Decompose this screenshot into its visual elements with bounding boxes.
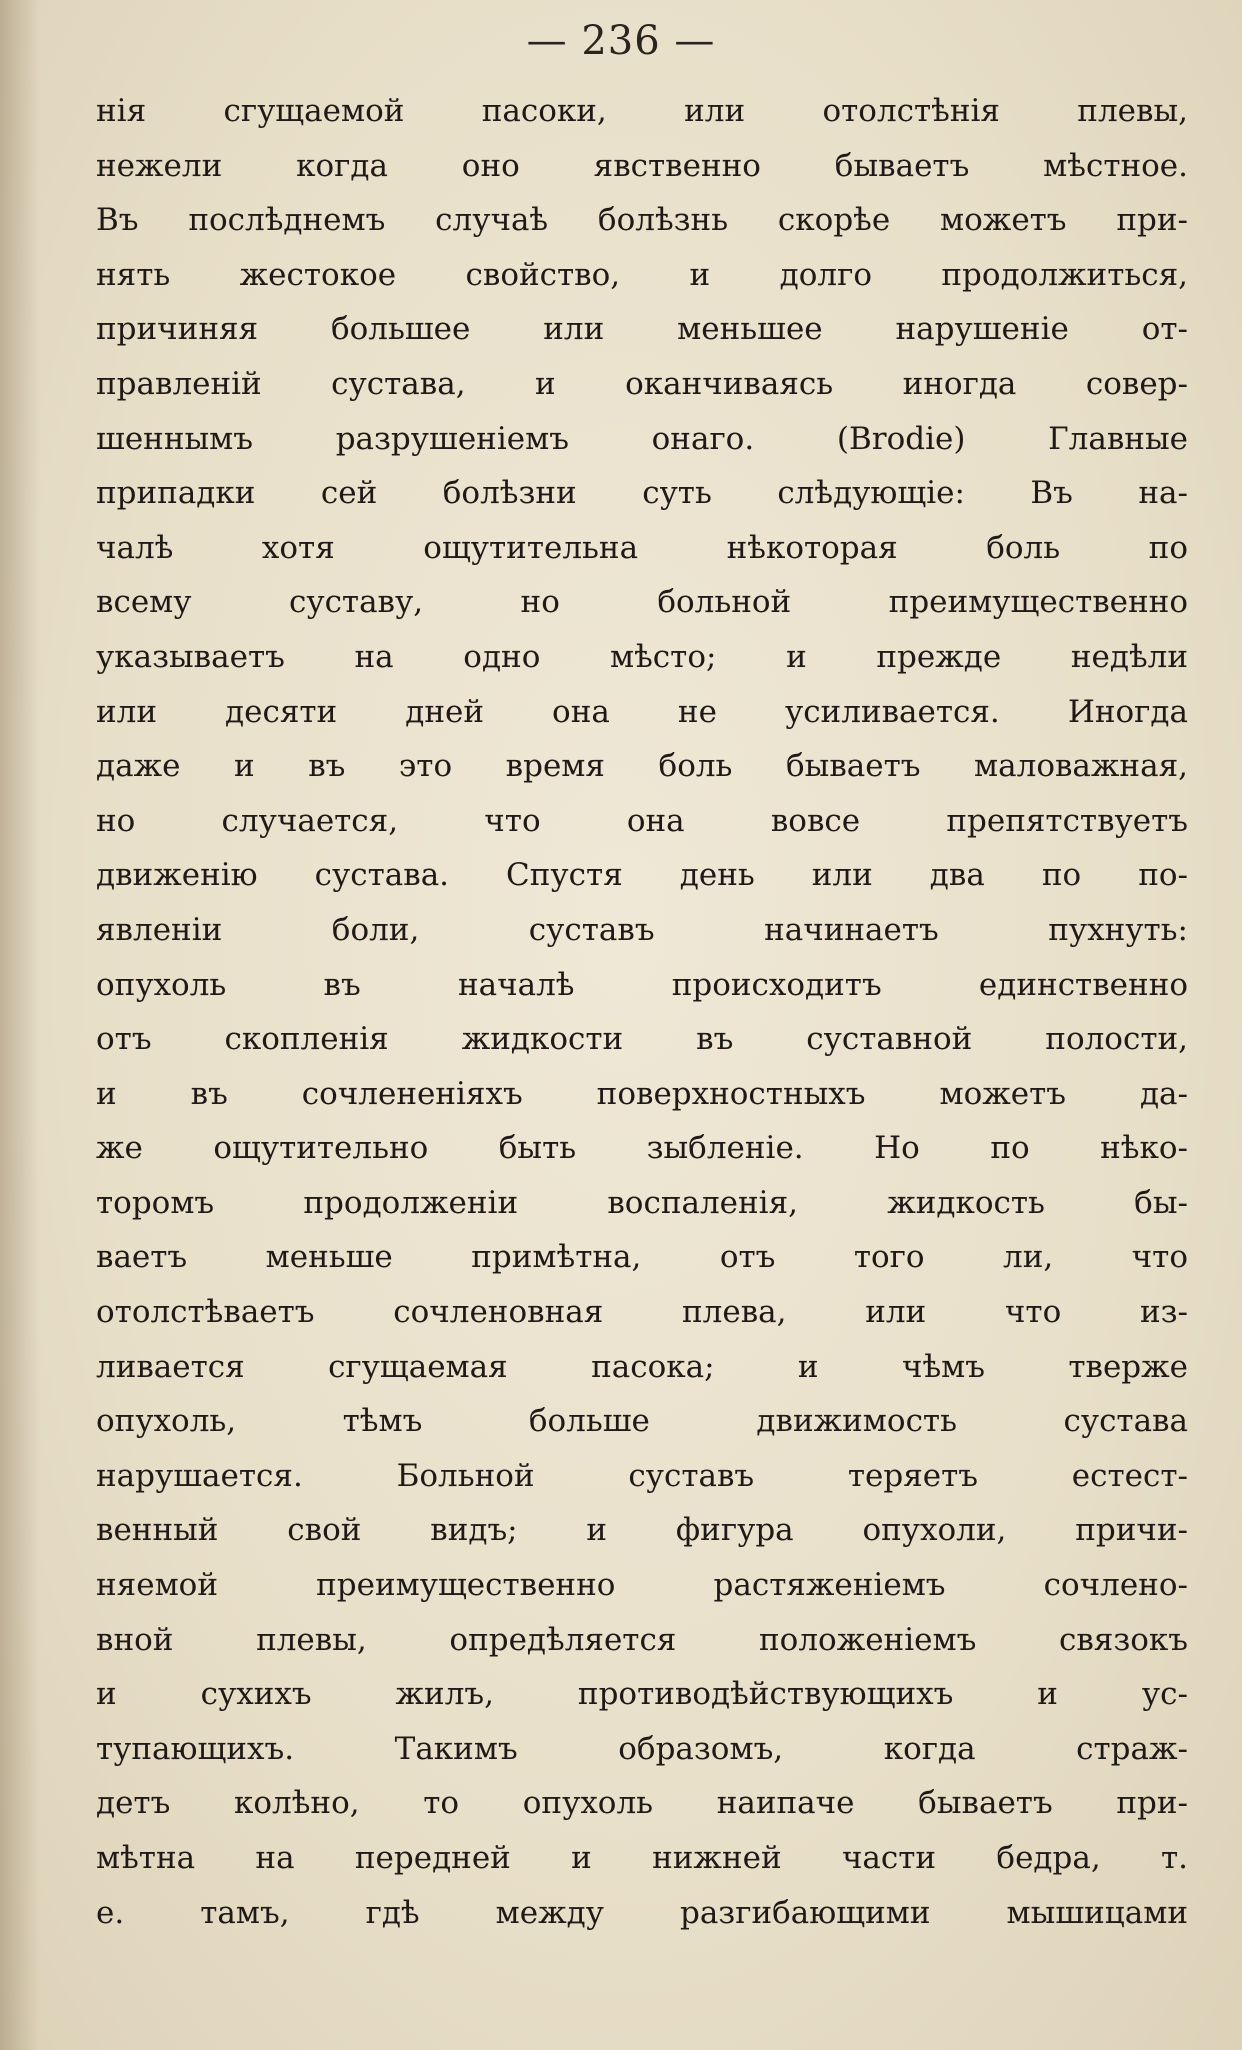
text-line: указываетъ на одно мѣсто; и прежде недѣли xyxy=(96,638,1188,675)
text-line: ваетъ меньше примѣтна, отъ того ли, что xyxy=(96,1239,1188,1276)
text-line: няемой преимущественно растяженіемъ сочлено- xyxy=(96,1567,1188,1604)
text-line: и въ сочлененіяхъ поверхностныхъ можетъ да- xyxy=(96,1075,1188,1112)
text-line: шеннымъ разрушеніемъ онаго. (Brodie) Главные xyxy=(96,420,1188,457)
text-line: опухоль, тѣмъ больше движимость сустава xyxy=(96,1403,1188,1440)
text-line: Въ послѣднемъ случаѣ болѣзнь скорѣе можетъ при- xyxy=(96,202,1188,239)
text-line: даже и въ это время боль бываетъ маловажная, xyxy=(96,748,1188,785)
text-line: ливается сгущаемая пасока; и чѣмъ тверже xyxy=(96,1348,1188,1385)
text-line: всему суставу, но больной преимущественно xyxy=(96,584,1188,621)
text-line: отолстѣваетъ сочленовная плева, или что из- xyxy=(96,1294,1188,1331)
text-line: мѣтна на передней и нижней части бедра, т. xyxy=(96,1840,1188,1876)
text-line: нять жестокое свойство, и долго продолжиться, xyxy=(96,256,1188,293)
text-line: тупающихъ. Такимъ образомъ, когда страж- xyxy=(96,1730,1188,1767)
text-line: нежели когда оно явственно бываетъ мѣстное. xyxy=(96,147,1188,184)
text-line: нарушается. Больной суставъ теряетъ естест- xyxy=(96,1457,1188,1494)
text-line: явленіи боли, суставъ начинаетъ пухнуть: xyxy=(96,911,1188,948)
text-line: и сухихъ жилъ, противодѣйствующихъ и ус- xyxy=(96,1676,1188,1713)
text-line: детъ колѣно, то опухоль наипаче бываетъ при- xyxy=(96,1785,1188,1822)
text-line: нія сгущаемой пасоки, или отолстѣнія плевы, xyxy=(96,93,1188,129)
text-line: движенію сустава. Спустя день или два по по- xyxy=(96,857,1188,894)
text-line: е. тамъ, гдѣ между разгибающими мышицами xyxy=(96,1894,1188,1931)
text-line: но случается, что она вовсе препятствуетъ xyxy=(96,802,1188,839)
text-line: же ощутительно быть зыбленіе. Но по нѣко- xyxy=(96,1130,1188,1167)
text-line: вной плевы, опредѣляется положеніемъ связокъ xyxy=(96,1621,1188,1658)
text-line: причиняя большее или меньшее нарушеніе от- xyxy=(96,311,1188,348)
body-text xyxy=(96,84,1188,1940)
gutter-shadow xyxy=(0,0,40,2050)
text-line: отъ скопленія жидкости въ суставной полости, xyxy=(96,1021,1188,1058)
text-line: правленій сустава, и оканчиваясь иногда совер- xyxy=(96,365,1188,402)
text-line: торомъ продолженіи воспаленія, жидкость бы- xyxy=(96,1184,1188,1221)
page-number: — 236 — xyxy=(526,18,716,64)
text-line: опухоль въ началѣ происходитъ единственно xyxy=(96,966,1188,1003)
text-line: припадки сей болѣзни суть слѣдующіе: Въ на- xyxy=(96,475,1188,512)
text-line: чалѣ хотя ощутительна нѣкоторая боль по xyxy=(96,529,1188,566)
text-line: или десяти дней она не усиливается. Иногда xyxy=(96,693,1188,730)
text-line: венный свой видъ; и фигура опухоли, причи- xyxy=(96,1512,1188,1549)
